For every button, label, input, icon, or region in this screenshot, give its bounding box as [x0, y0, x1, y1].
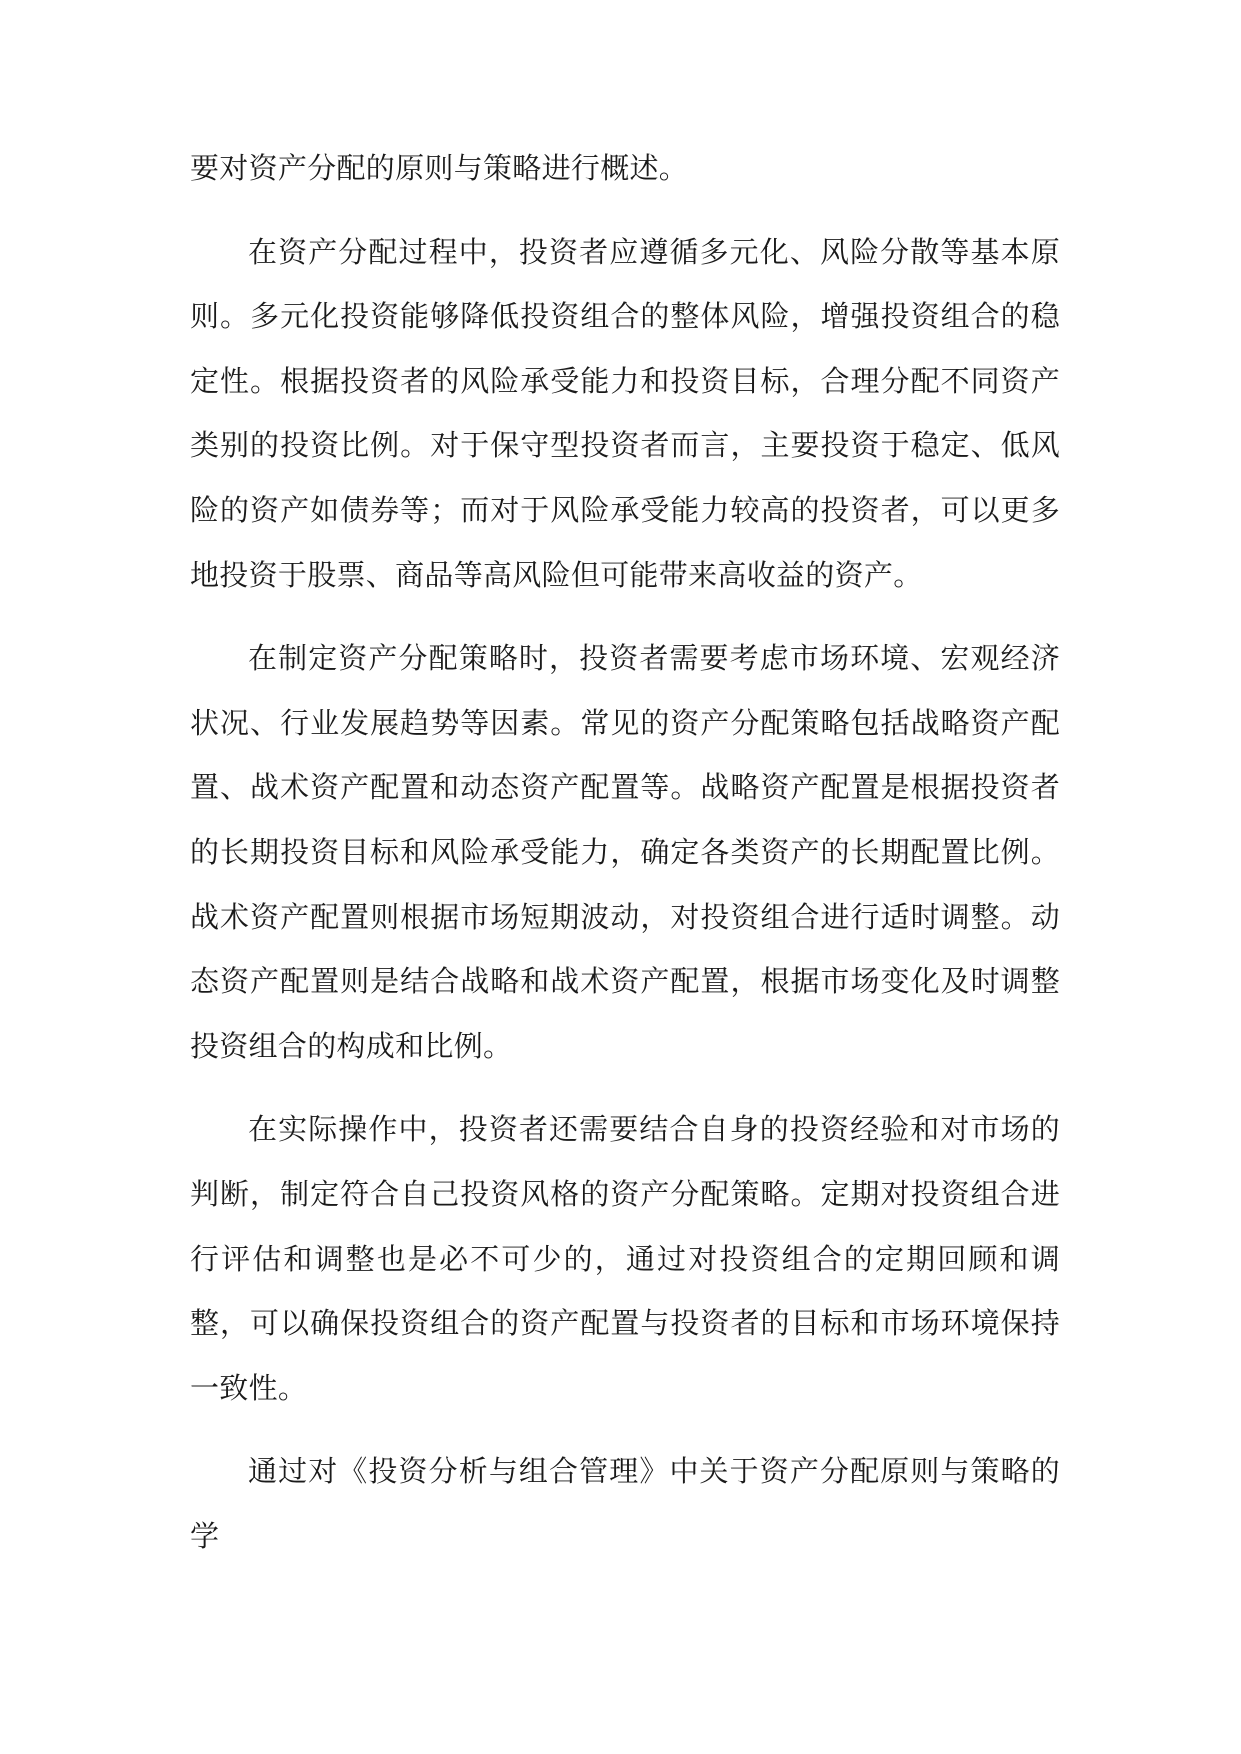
- paragraph-4: 在实际操作中，投资者还需要结合自身的投资经验和对市场的判断，制定符合自己投资风格的资产分配策略。定期对投资组合进行评估和调整也是必不可少的，通过对投资组合的定期回顾和调整，可以确保投资组合的资产配置与投资者的目标和市场环境保持一致性。: [190, 1112, 1060, 1405]
- paragraph-1: 要对资产分配的原则与策略进行概述。: [190, 151, 689, 185]
- paragraph-5: 通过对《投资分析与组合管理》中关于资产分配原则与策略的学: [190, 1454, 1060, 1553]
- paragraph-3: 在制定资产分配策略时，投资者需要考虑市场环境、宏观经济状况、行业发展趋势等因素。常见的资产分配策略包括战略资产配置、战术资产配置和动态资产配置等。战略资产配置是根据投资者的长期投资目标和风险承受能力，确定各类资产的长期配置比例。战术资产配置则根据市场短期波动，对投资组合进行适时调整。动态资产配置则是结合战略和战术资产配置，根据市场变化及时调整投资组合的构成和比例。: [190, 641, 1060, 1063]
- document-body: [190, 136, 1060, 1587]
- paragraph-2: 在资产分配过程中，投资者应遵循多元化、风险分散等基本原则。多元化投资能够降低投资组合的整体风险，增强投资组合的稳定性。根据投资者的风险承受能力和投资目标，合理分配不同资产类别的投资比例。对于保守型投资者而言，主要投资于稳定、低风险的资产如债券等；而对于风险承受能力较高的投资者，可以更多地投资于股票、商品等高风险但可能带来高收益的资产。: [190, 234, 1060, 592]
